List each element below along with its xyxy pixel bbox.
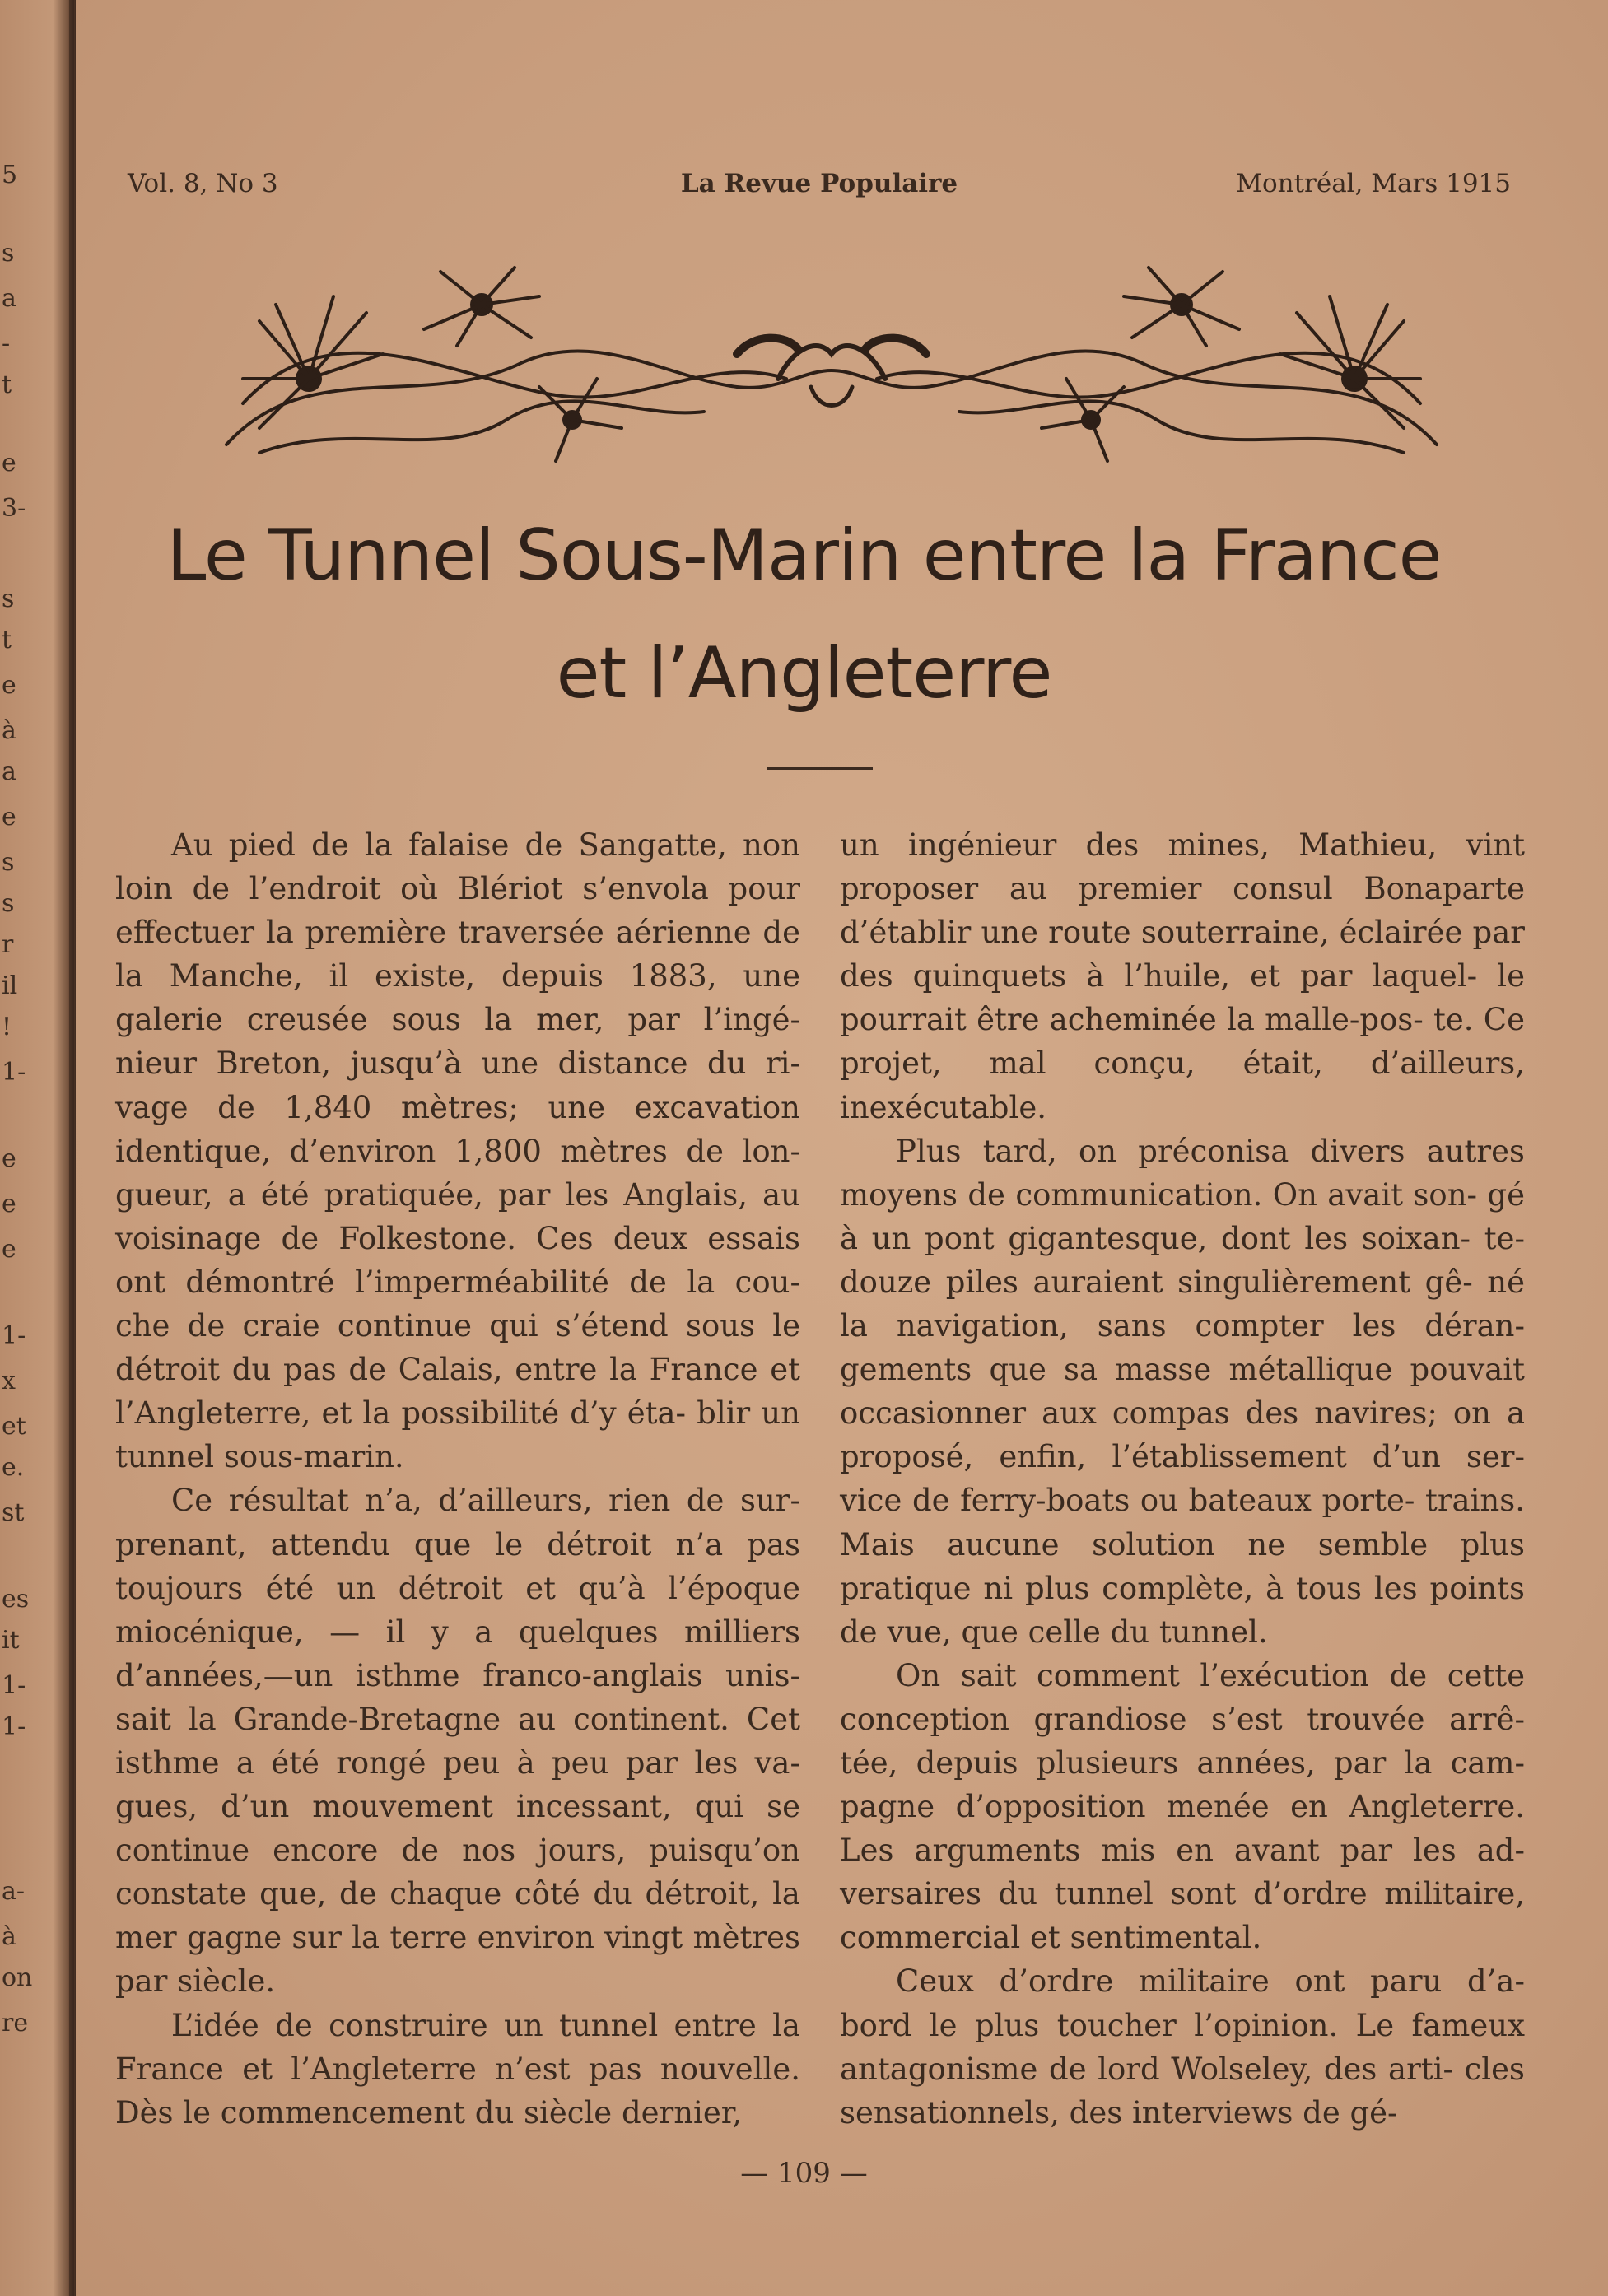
paragraph: L’idée de construire un tunnel entre la France et l’Angleterre n’est pas nouvelle. Dès le commencement du siècle dernier, bbox=[115, 2007, 800, 2131]
article-title-line-2: et l’Angleterre bbox=[556, 632, 1052, 715]
edge-glyph: r bbox=[2, 930, 14, 959]
article-title-line-1: Le Tunnel Sous-Marin entre la France bbox=[166, 515, 1442, 597]
edge-glyph: 5 bbox=[2, 161, 18, 189]
edge-glyph: e bbox=[2, 449, 16, 477]
floral-vignette-icon bbox=[210, 255, 1453, 469]
edge-glyph: 1- bbox=[2, 1712, 26, 1741]
edge-glyph: s bbox=[2, 239, 15, 268]
edge-glyph: s bbox=[2, 848, 15, 877]
running-header bbox=[128, 169, 1511, 210]
edge-glyph: e bbox=[2, 803, 16, 831]
edge-glyph: x bbox=[2, 1367, 16, 1395]
edge-glyph: e bbox=[2, 1235, 16, 1264]
paragraph: Plus tard, on préconisa divers autres moyens de communication. On avait son- gé à un pont gigantesque, dont les soixan- te-douze piles auraient singulièrement gê- né la navigation, sans compter les déran- gements que sa masse métallique pouvait occasionner aux compas des navires; on a proposé, enfin, l’établissement d’un ser- vice de ferry-boats ou bateaux porte- trains. Mais aucune solution ne semble plus pratique ni plus complète, à tous les points de vue, que celle du tunnel. bbox=[840, 1133, 1525, 1650]
paragraph: Ce résultat n’a, d’ailleurs, rien de sur- prenant, attendu que le détroit n’a pas toujours été un détroit et qu’à l’époque miocénique, — il y a quelques milliers d’années,—un isthme franco-anglais unis- sait la Grande-Bretagne au continent. Cet isthme a été rongé peu à peu par les va- gues, d’un mouvement incessant, qui se continue encore de nos jours, puisqu’on constate que, de chaque côté du détroit, la mer gagne sur la terre environ vingt mètres par siècle. bbox=[115, 1483, 800, 2000]
edge-glyph: a- bbox=[2, 1877, 26, 1906]
edge-glyph: s bbox=[2, 889, 15, 918]
paragraph: On sait comment l’exécution de cette conception grandiose s’est trouvée arrê- tée, depuis plusieurs années, par la cam- pagne d’opposition menée en Angleterre. Les arguments mis en avant par les ad- versaires du tunnel sont d’ordre militaire, commercial et sentimental. bbox=[840, 1657, 1525, 1956]
edge-glyph: 1- bbox=[2, 1058, 26, 1087]
edge-glyph: 3- bbox=[2, 494, 26, 523]
edge-glyph: 1- bbox=[2, 1321, 26, 1350]
edge-glyph: es bbox=[2, 1585, 30, 1614]
edge-glyph: st bbox=[2, 1498, 25, 1527]
edge-glyph: e bbox=[2, 671, 16, 700]
issue-date: Montréal, Mars 1915 bbox=[1236, 169, 1511, 198]
edge-glyph: t bbox=[2, 370, 12, 399]
edge-glyph: on bbox=[2, 1963, 33, 1992]
left-column bbox=[115, 823, 800, 2135]
edge-glyph: s bbox=[2, 584, 15, 613]
right-column bbox=[840, 823, 1525, 2135]
edge-glyph: ! bbox=[2, 1013, 12, 1041]
edge-glyph: e bbox=[2, 1144, 16, 1173]
edge-glyph: t bbox=[2, 626, 12, 654]
edge-glyph: it bbox=[2, 1626, 20, 1655]
page-number: — 109 — bbox=[740, 2157, 868, 2190]
edge-glyph: et bbox=[2, 1412, 26, 1441]
edge-glyph: à bbox=[2, 1922, 16, 1951]
edge-glyph: a bbox=[2, 284, 16, 313]
binding-shadow bbox=[69, 0, 74, 2296]
publication-name: La Revue Populaire bbox=[680, 169, 958, 198]
edge-glyph: - bbox=[2, 329, 11, 358]
edge-glyph: re bbox=[2, 2009, 29, 2038]
paragraph: Au pied de la falaise de Sangatte, non loin de l’endroit où Blériot s’envola pour effectuer la première traversée aérienne de la Manche, il existe, depuis 1883, une galerie creusée sous la mer, par l’ingé- nieur Breton, jusqu’à une distance du ri- vage de 1,840 mètres; une excavation identique, d’environ 1,800 mètres de lon- gueur, a été pratiquée, par les Anglais, au voisinage de Folkestone. Ces deux essais ont démontré l’imperméabilité de la cou- che de craie continue qui s’étend sous le détroit du pas de Calais, entre la France et l’Angleterre, et la possibilité d’y éta- blir un tunnel sous-marin. bbox=[115, 827, 800, 1475]
edge-glyph: à bbox=[2, 716, 16, 745]
title-rule bbox=[767, 767, 873, 770]
edge-glyph: e bbox=[2, 1190, 16, 1218]
edge-glyph: e. bbox=[2, 1453, 25, 1482]
edge-glyph: 1- bbox=[2, 1671, 26, 1700]
edge-glyph: a bbox=[2, 757, 16, 786]
paragraph: un ingénieur des mines, Mathieu, vint proposer au premier consul Bonaparte d’établir une route souterraine, éclairée par des quinquets à l’huile, et par laquel- le pourrait être acheminée la malle-pos- te. Ce projet, mal conçu, était, d’ailleurs, inexécutable. bbox=[840, 827, 1525, 1125]
paragraph: Ceux d’ordre militaire ont paru d’a- bord le plus toucher l’opinion. Le fameux antagonisme de lord Wolseley, des arti- cles sensationnels, des interviews de gé- bbox=[840, 1963, 1525, 2131]
edge-glyph: il bbox=[2, 971, 18, 1000]
volume-number: Vol. 8, No 3 bbox=[128, 169, 278, 198]
